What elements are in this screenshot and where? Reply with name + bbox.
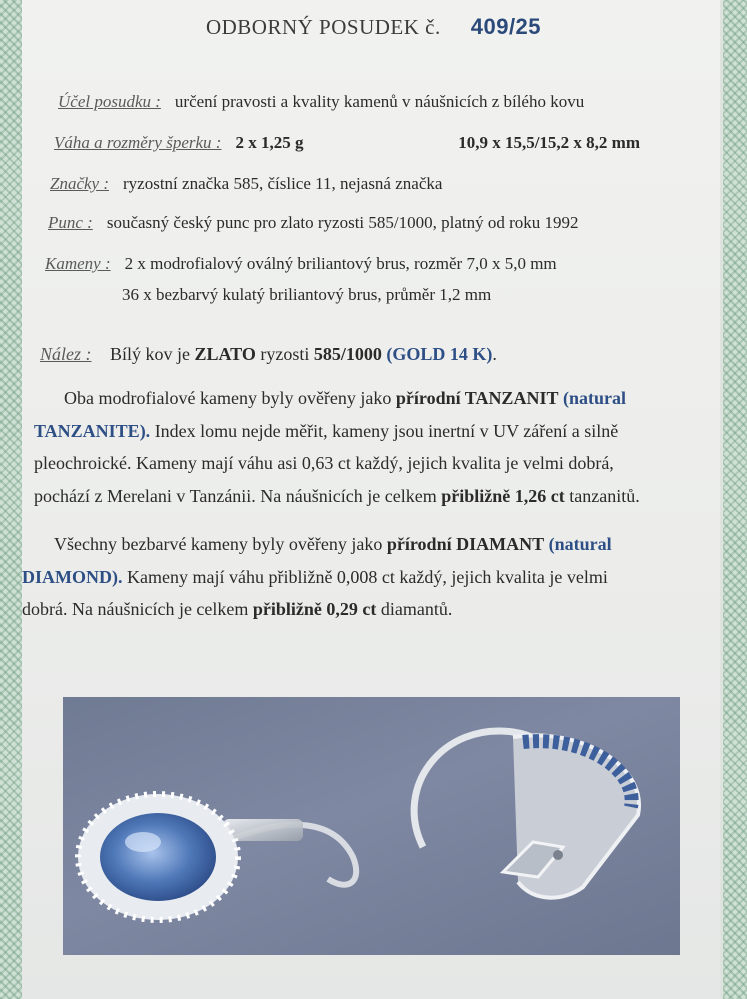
p1-d: TANZANITE).: [34, 420, 151, 441]
p2-d: DIAMOND).: [22, 566, 123, 587]
field-znacky-label: Značky :: [50, 174, 110, 193]
field-ucel: [58, 92, 584, 112]
field-kameny-line1: 2 x modrofialový oválný briliantový brus, rozměr 7,0 x 5,0 mm: [124, 254, 557, 273]
p2-f: dobrá. Na náušnicích je celkem: [22, 599, 249, 619]
field-nalez: [40, 344, 497, 365]
field-znacky: [50, 174, 442, 194]
p1-c: (natural: [562, 388, 626, 408]
paragraph-diamond: [22, 528, 712, 626]
p1-b: přírodní TANZANIT: [395, 388, 559, 408]
p2-a: Všechny bezbarvé kameny byly ověřeny jako: [54, 534, 383, 554]
field-vaha: [54, 133, 640, 153]
p2-g: přibližně 0,29 ct: [252, 599, 377, 619]
field-punc-label: Punc :: [48, 213, 93, 232]
field-znacky-value: ryzostní značka 585, číslice 11, nejasná značka: [123, 174, 443, 193]
nalez-pre: Bílý kov je: [110, 344, 190, 364]
nalez-gold: (GOLD 14 K): [386, 344, 493, 364]
field-kameny-label: Kameny :: [45, 254, 111, 273]
field-punc-value: současný český punc pro zlato ryzosti 585/1000, platný od roku 1992: [106, 213, 579, 232]
field-vaha-dims: 10,9 x 15,5/15,2 x 8,2 mm: [458, 133, 640, 152]
p1-a: Oba modrofialové kameny byly ověřeny jako: [64, 388, 392, 408]
field-kameny: [45, 254, 557, 274]
nalez-end: .: [492, 344, 497, 364]
earring-side-photo: [414, 731, 639, 898]
field-vaha-label: Váha a rozměry šperku :: [54, 133, 222, 152]
nalez-metal: ZLATO: [194, 344, 256, 364]
earrings-photo: [63, 697, 680, 955]
p1-h: přibližně 1,26 ct: [441, 485, 565, 506]
field-vaha-weight: 2 x 1,25 g: [235, 133, 304, 152]
p1-e: Index lomu nejde měřit, kameny jsou inertní v UV záření a silně: [154, 420, 619, 441]
certificate-number: 409/25: [470, 14, 542, 39]
field-ucel-label: Účel posudku :: [58, 92, 161, 111]
p2-e: Kameny mají váhu přibližně 0,008 ct každý, jejich kvalita je velmi: [127, 566, 608, 587]
field-ucel-value: určení pravosti a kvality kamenů v náušnicích z bílého kovu: [174, 92, 585, 111]
field-kameny-line2: 36 x bezbarvý kulatý briliantový brus, průměr 1,2 mm: [122, 285, 492, 304]
p1-g: pochází z Merelani v Tanzánii. Na náušnicích je celkem: [34, 485, 437, 506]
field-punc: [48, 213, 579, 233]
p2-b: přírodní DIAMANT: [386, 534, 545, 554]
paragraph-tanzanite: [20, 382, 710, 512]
title-text: ODBORNÝ POSUDEK č.: [205, 15, 441, 39]
p2-h: diamantů.: [380, 599, 453, 619]
earring-front-photo: [78, 794, 356, 920]
p1-f: pleochroické. Kameny mají váhu asi 0,63 ct každý, jejich kvalita je velmi dobrá,: [34, 453, 614, 473]
document-title: [0, 14, 747, 40]
nalez-mid: ryzosti: [260, 344, 310, 364]
guilloche-border-right: [723, 0, 747, 999]
nalez-purity: 585/1000: [313, 344, 382, 364]
p2-c: (natural: [548, 534, 612, 554]
field-nalez-label: Nález :: [40, 344, 92, 364]
p1-i: tanzanitů.: [569, 485, 640, 506]
